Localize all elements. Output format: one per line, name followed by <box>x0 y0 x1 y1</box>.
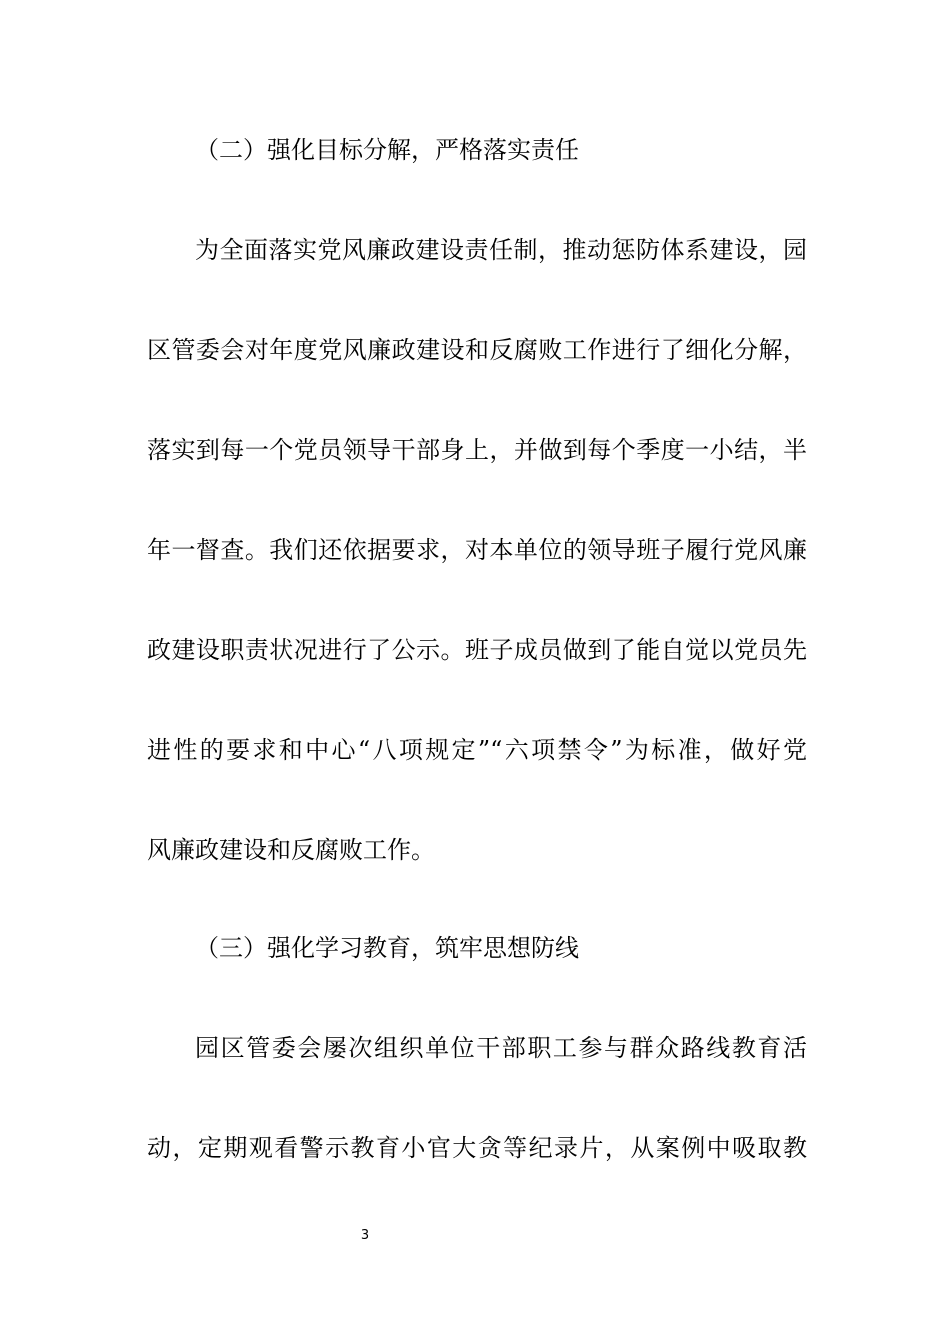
page-number: 3 <box>360 1228 370 1243</box>
paragraph-line: 为全面落实党风廉政建设责任制，推动惩防体系建设，园 <box>195 236 807 264</box>
paragraph-line: 园区管委会屡次组织单位干部职工参与群众路线教育活 <box>195 1034 807 1062</box>
paragraph-line: 动，定期观看警示教育小官大贪等纪录片，从案例中吸取教 <box>147 1134 807 1162</box>
paragraph-line: 政建设职责状况进行了公示。班子成员做到了能自觉以党员先 <box>147 636 807 664</box>
paragraph-line: 风廉政建设和反腐败工作。 <box>147 836 435 864</box>
paragraph-line: 落实到每一个党员领导干部身上，并做到每个季度一小结，半 <box>147 436 807 464</box>
section-heading-2: （二）强化目标分解，严格落实责任 <box>195 136 579 164</box>
paragraph-line: 进性的要求和中心“八项规定”“六项禁令”为标准，做好党 <box>147 736 807 764</box>
paragraph-line: 区管委会对年度党风廉政建设和反腐败工作进行了细化分解， <box>147 336 807 364</box>
paragraph-line: 年一督查。我们还依据要求，对本单位的领导班子履行党风廉 <box>147 536 807 564</box>
section-heading-3: （三）强化学习教育，筑牢思想防线 <box>195 934 579 962</box>
